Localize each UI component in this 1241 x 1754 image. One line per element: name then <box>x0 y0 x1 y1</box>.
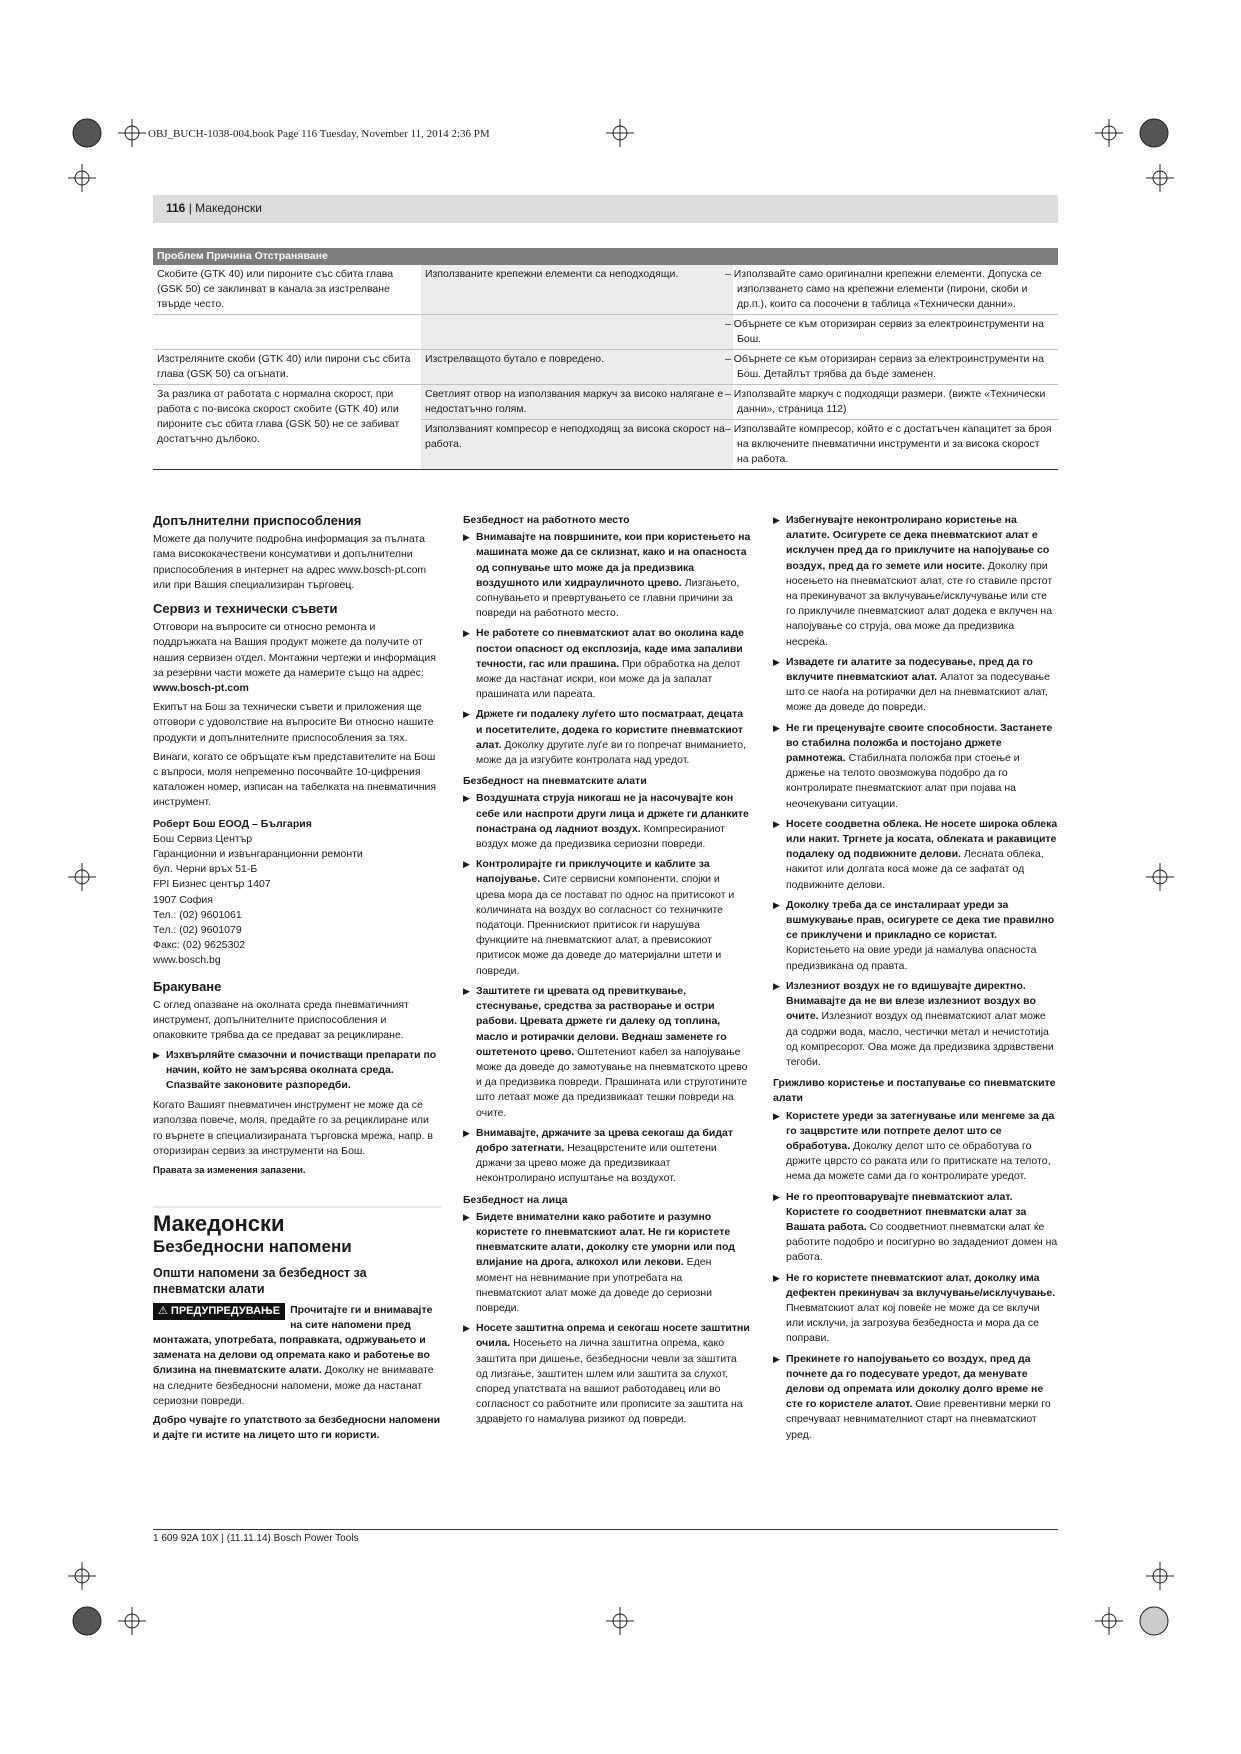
care-heading: Грижливо користење и постапување со пневматските алати <box>773 1077 1056 1105</box>
list-item: ▶ Не го користете пневматскиот алат, доколку има дефектен прекинувач за вклучување/исклучување. Пневматскиот алат кој повеќе не може да се вклучи или исклучи, ја загрозува безбедноста и мора да се поправи. <box>773 1271 1056 1345</box>
general-safety-heading: Општи напомени за безбедност за пневматски алати <box>153 1265 367 1296</box>
personal-safety-heading: Безбедност на лица <box>463 1193 568 1206</box>
list-item: ▶ Доколку треба да се инсталираат уреди за вшмукување прав, осигурете се дека тие правилно се приклучени и прикладно се користат. Користењето на овие уреди ја намалува опасноста предизвикана од правта. <box>773 898 1055 972</box>
list-item: ▶ Носете соодветна облека. Не носете широка облека или накит. Тргнете ја косата, облеката и ракавиците подалеку од подвижните делови. Лесната облека, накитот или долгата коса може да се зафатат од подвижните делови. <box>773 817 1058 891</box>
column-1: Допълнителни приспособления Можете да получите подробна информация за пълната гама висококачествени консумативи и допълнителни приспособления в интернет на адрес www.bosch-pt.com или при Вашия специализиран търговец. Сервиз и технически съвети Отговори на въпросите си относно ремонта и поддръжката на Вашия продукт можете да получите от нашия сервизен отдел. Монтажни чертежи и информация за резервни части можете да намерите също на адрес: www.bosch-pt.com Екипът на Бош за технически съвети и приложения ще отговори с удоволствие на въпросите Ви относно нашите продукти и допълнителните приспособления за тях. Винаги, когато се обръщате към представителите на Бош с въпроси, моля непременно посочвайте 10-цифрения каталожен номер, изписан на табелката на пневматичния инструмент. Роберт Бош ЕООД – България Бош Сервиз Център Гаранционни и извънгаранционни ремонти бул. Черни връх 51-Б FPI Бизнес център 1407 1907 София Тел.: (02) 9601061 Тел.: (02) 9601079 Факс: (02) 9625302 www.bosch.bg Бракуване С оглед опазване на околната среда пневматичният инструмент, допълнителните приспособления и опаковките трябва да се предават за рециклиране. ▶ Изхвърляйте смазочни и почистващи препарати по начин, който не замърсява околната среда. Спазвайте законовите разпоредби. Когато Вашият пневматичен инструмент не може да се използва повече, моля, предайте го за рециклиране или го върнете в специализираната търговска мрежа, напр. в оторизиран сервиз за инструменти на Бош. Правата за изменения запазени. Македонски Безбедносни напомени Општи напомени за безбедност за пневматски алати ⚠ ПРЕДУПРЕДУВАЊЕ Прочитајте ги и внимавајте на сите напомени пред монтажата, употребата, поправката, одржувањето и замената на делови од опремата како и работење во близина на пневматските алати. Доколку не внимавате на следните безбедносни напомени, може да настанат сериозни повреди. Добро чувајте го упатството за безбедносни напомени и дајте ги истите на лицето што ги користи. <box>153 513 441 1442</box>
list-item: ▶ Извадете ги алатите за подесување, пред да го вклучите пневматскиот алат. Алатот за подесување што се наоѓа на ротирачки дел на пневматскиот алат, може да доведе до повреди. <box>773 655 1050 714</box>
arrow-bullet-icon: ▶ <box>773 1353 780 1364</box>
disposal-heading: Бракуване <box>153 978 222 994</box>
list-item: ▶ Не ги преценувајте своите способности. Застанете во стабилна положба и постојано држете рамнотежа. Стабилната положба при стоење и држење на телото овозможува подобро да го контролирате пневматскиот алат при појава на неочекувани ситуации. <box>773 721 1053 810</box>
list-item: ▶ Воздушната струја никогаш не ја насочувајте кон себе или наспроти други лица и држете ги дланките понастрана од ладниот воздух. Компресираниот воздух може да предизвика сериозни повреди. <box>463 792 749 851</box>
workplace-heading: Безбедност на работното место <box>463 514 630 526</box>
arrow-bullet-icon: ▶ <box>773 1191 780 1202</box>
footer-rule <box>153 1529 1058 1530</box>
table-row: Използваният компресор е неподходящ за висока скорост на работа. – Използвайте компресор, който е с достатъчен капацитет за броя на включените пневматични инструменти и за висока скорост на работа. <box>153 420 1058 470</box>
arrow-bullet-icon: ▶ <box>773 1272 780 1283</box>
service-heading: Сервиз и технически съвети <box>153 601 338 617</box>
page-footer: 1 609 92A 10X | (11.11.14) Bosch Power Tools <box>153 1533 359 1544</box>
column-3 <box>773 513 1058 1448</box>
sheet-header: OBJ_BUCH-1038-004.book Page 116 Tuesday, November 11, 2014 2:36 PM <box>148 128 490 140</box>
arrow-bullet-icon: ▶ <box>773 899 780 910</box>
page-number: 116 <box>166 201 186 215</box>
list-item: ▶ Носете заштитна опрема и секогаш носете заштитни очила. Носењето на лична заштитна опрема, како заштита при дишење, безбедносни чевли за заштита од лизгање, заштитен шлем или заштита за слухот, според упатствата на вашиот работодавец или во согласност со работните или прописите за заштита на здравјето го намалува ризикот од повреди. <box>463 1322 750 1426</box>
safety-title: Безбедносни напомени <box>153 1237 352 1257</box>
address-block: Бош Сервиз Център Гаранционни и извънгаранционни ремонти бул. Черни връх 51-Б FPI Бизнес център 1407 1907 София Тел.: (02) 9601061 Тел.: (02) 9601079 Факс: (02) 9625302 www.bosch.bg <box>153 832 363 967</box>
list-item: ▶ Избегнувајте неконтролирано користење на алатите. Осигурете се дека пневматскиот алат е исклучен пред да го приклучите на напојување со воздух, пред да го земете или носите. Доколку при носењето на пневматскиот алат, сте го ставиле прстот на прекинувачот за вклучување/исклучување или сте го приклучиле пневматскиот алат додека е вклучен на напојување со струја, ова може да предизвика несреќа. <box>773 514 1053 648</box>
pneumatic-safety-heading: Безбедност на пневматските алати <box>463 775 647 788</box>
table-header: Проблем Причина Отстраняване <box>153 248 1058 265</box>
list-item: ▶ Внимавајте, држачите за црева секогаш да бидат добро затегнати. Незацврстените или оштетени држачи за црево може да предизвикаат неконтролирано испуштање на воздухот. <box>463 1126 733 1185</box>
arrow-bullet-icon: ▶ <box>773 818 780 829</box>
arrow-bullet-icon: ▶ <box>773 515 780 525</box>
language-title: Македонски <box>153 1211 285 1237</box>
arrow-bullet-icon: ▶ <box>463 532 470 543</box>
list-item: ▶ Не го преоптоварувајте пневматскиот алат. Користете го соодветниот пневматски алат за Вашата работа. Со соодветниот пневматски алат ќе работите подобро и посигурно во зададениот домен на работа. <box>773 1190 1058 1264</box>
table-row: – Обърнете се към оторизиран сервиз за електроинструменти на Бош. <box>153 315 1058 350</box>
list-item: ▶ Користете уреди за затегнување или менгеме за да го зацврстите или потпрете делот што се обработува. Доколку делот што се обработува го држите цврсто со раката или го притискате на телото, нема да можете сами да го контролирате уредот. <box>773 1109 1055 1183</box>
table-row: За разлика от работата с нормална скорост, при работа с по-висока скорост скобите (GTK 40) или пироните със сбита глава (GSK 50) не се забиват достатъчно дълбоко. Светлият отвор на използвания маркуч за високо налягане е недостатъчно голям. – Използвайте маркуч с подходящи размери. (вижте «Технически данни», страница 112) <box>153 385 1058 420</box>
list-item: ▶ Внимавајте на површините, кои при користењето на машината може да се склизнат, како и на опасноста од сопнување што може да ја предизвика воздушното или хидрауличното црево. Лизгањето, сопнувањето и превртувањето се главни причини за повреди на работното место. <box>463 531 751 620</box>
warning-badge: ⚠ ПРЕДУПРЕДУВАЊЕ <box>153 1303 285 1320</box>
list-item: ▶ Заштитете ги цревата од превиткување, стеснување, средства за растворање и остри рабови. Цревата држете ги далеку од топлина, масло и ротирачки делови. Веднаш заменете го оштетеното црево. Оштетениот кабел за напојување може да доведе до замотување на пневматското црево и да предизвика повреди. Прашината или струготините што летаат може да предизвикаат тешки повреди на очите. <box>463 984 748 1119</box>
page-section: Македонски <box>195 201 263 215</box>
table-row: Скобите (GTK 40) или пироните със сбита глава (GSK 50) се заклинват в канала за изстрелване твърде често. Използваните крепежни елементи са неподходящи. – Използвайте само оригинални крепежни елементи. Допуска се използването само на крепежни елементи (пирони, скоби и др.п.), които са посочени в таблица «Технически данни». <box>153 265 1058 315</box>
arrow-bullet-icon: ▶ <box>773 656 780 667</box>
list-item: ▶ Изхвърляйте смазочни и почистващи препарати по начин, който не замърсява околната среда. Спазвайте законовите разпоредби. <box>153 1048 437 1091</box>
troubleshooting-table <box>153 248 1058 470</box>
table-row: Изстреляните скоби (GTK 40) или пирони със сбита глава (GSK 50) са огънати. Изстрелващото бутало е повредено. – Обърнете се към оторизиран сервиз за електроинструменти на Бош. Детайлът трябва да бъде заменен. <box>153 350 1058 385</box>
arrow-bullet-icon: ▶ <box>463 793 470 804</box>
arrow-bullet-icon: ▶ <box>463 628 470 639</box>
arrow-bullet-icon: ▶ <box>153 1049 160 1060</box>
service-url: www.bosch-pt.com <box>153 682 249 695</box>
column-2 <box>463 513 751 1433</box>
list-item: ▶ Бидете внимателни како работите и разумно користете го пневматскиот алат. Не ги користете пневматските алати, доколку сте уморни или под влијание на дрога, алкохол или лекови. Еден момент на невнимание при употребата на пневматскиот алат може да доведе до сериозни повреди. <box>463 1210 735 1314</box>
arrow-bullet-icon: ▶ <box>463 1211 470 1222</box>
list-item: ▶ Прекинете го напојувањето со воздух, пред да почнете да го подесувате уредот, да менувате делови од опремата или доколку долго време не сте го користеле алатот. Овие превентивни мерки го спречуваат невнимателниот старт на пневматскиот уред. <box>773 1352 1051 1441</box>
arrow-bullet-icon: ▶ <box>463 709 470 720</box>
company-name: Роберт Бош ЕООД – България <box>153 817 312 830</box>
arrow-bullet-icon: ▶ <box>773 722 780 733</box>
list-item: ▶ Излезниот воздух не го вдишувајте директно. Внимавајте да не ви влезе излезниот воздух во очите. Излезниот воздух од пневматскиот алат може да содржи вода, масло, честички метал и нечистотија од компресорот. Ова може да предизвика здравствени тегоби. <box>773 979 1054 1068</box>
accessories-heading: Допълнителни приспособления <box>153 513 362 528</box>
rights-note: Правата за изменения запазени. <box>153 1164 306 1176</box>
arrow-bullet-icon: ▶ <box>773 1110 780 1121</box>
arrow-bullet-icon: ▶ <box>463 1127 470 1138</box>
list-item: ▶ Не работете со пневматскиот алат во околина каде постои опасност од експлозија, каде има запаливи течности, гас или прашина. При обработка на делот може да настанат искри, кои може да ја запалат прашината или пареата. <box>463 627 744 701</box>
section-divider <box>153 1206 441 1208</box>
arrow-bullet-icon: ▶ <box>463 985 470 996</box>
arrow-bullet-icon: ▶ <box>773 980 780 991</box>
list-item: ▶ Контролирајте ги приклучоците и каблите за напојување. Сите сервисни компоненти, спојки и црева мора да се постават по однос на притисокот и количината на воздух во согласност со техничките податоци. Преннискиот притисок ги нарушува функциите на пневматскиот алат, а превисокиот притисок може да доведе до материјални штети и повреди. <box>463 858 735 977</box>
page-header-bar: 116 | Македонски <box>153 195 1058 223</box>
arrow-bullet-icon: ▶ <box>463 859 470 870</box>
list-item: ▶ Држете ги подалеку луѓето што посматраат, децата и посетителите, додека го користите пневматскиот алат. Доколку другите луѓе ви го попречат вниманието, може да ја изгубите контролата над уредот. <box>463 708 746 767</box>
arrow-bullet-icon: ▶ <box>463 1323 470 1334</box>
